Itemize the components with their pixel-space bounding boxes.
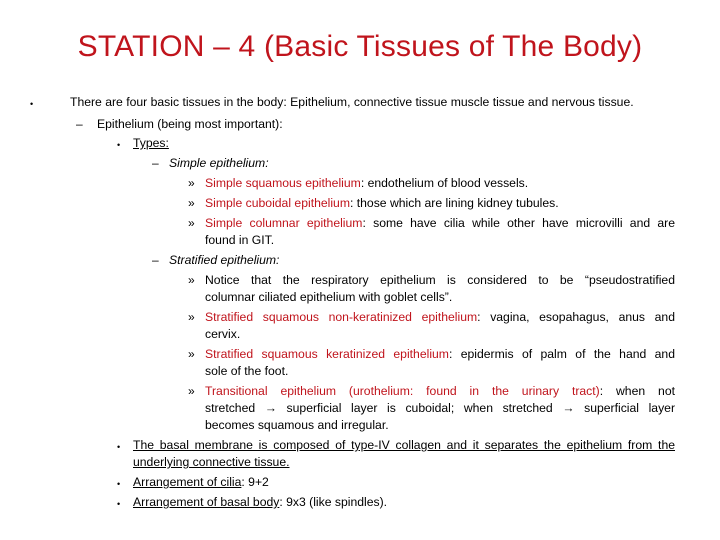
chevron-marker: » (188, 196, 195, 210)
nonkeratinized-item: Stratified squamous non-keratinized epithelium: vagina, esopahagus, anus and (205, 310, 675, 324)
basal-membrane-line1: The basal membrane is composed of type-IV collagen and it separates the epithelium from the (133, 438, 675, 452)
bullet-marker: • (117, 479, 121, 489)
page-title: STATION – 4 (Basic Tissues of The Body) (77, 30, 643, 63)
bullet-marker: • (117, 499, 121, 509)
dash-marker: – (76, 117, 83, 131)
transitional-item-cont: stretched → superficial layer is cuboidal; when stretched → superficial layer (205, 401, 675, 415)
chevron-marker: » (188, 176, 195, 190)
basal-body-item: Arrangement of basal body: 9x3 (like spindles). (133, 495, 388, 509)
simple-epithelium-heading: Simple epithelium: (169, 156, 269, 170)
respiratory-note-line2: columnar ciliated epithelium with goblet cells”. (205, 290, 453, 304)
bullet-marker: • (30, 99, 34, 109)
basal-membrane-line2: underlying connective tissue. (133, 455, 290, 469)
respiratory-note-line1: Notice that the respiratory epithelium is considered to be “pseudostratified (205, 273, 675, 287)
transitional-item: Transitional epithelium (urothelium: found in the urinary tract): when not (205, 384, 675, 398)
chevron-marker: » (188, 216, 195, 230)
chevron-marker: » (188, 273, 195, 287)
types-heading: Types: (133, 136, 169, 150)
transitional-item-cont2: becomes squamous and irregular. (205, 418, 389, 432)
epithelium-heading: Epithelium (being most important): (97, 117, 283, 131)
cilia-item: Arrangement of cilia: 9+2 (133, 475, 269, 489)
simple-squamous-item: Simple squamous epithelium: endothelium of blood vessels. (205, 176, 529, 190)
bullet-marker: • (117, 140, 121, 150)
intro-text: There are four basic tissues in the body: Epithelium, connective tissue muscle tissue and nervous tissue. (70, 95, 634, 109)
dash-marker: – (152, 253, 159, 267)
chevron-marker: » (188, 384, 195, 398)
chevron-marker: » (188, 310, 195, 324)
chevron-marker: » (188, 347, 195, 361)
simple-columnar-item-cont: found in GIT. (205, 233, 275, 247)
nonkeratinized-item-cont: cervix. (205, 327, 241, 341)
keratinized-item-cont: sole of the foot. (205, 364, 289, 378)
arrow-right-icon: → (562, 401, 575, 415)
bullet-marker: • (117, 442, 121, 452)
keratinized-item: Stratified squamous keratinized epithelium: epidermis of palm of the hand and (205, 347, 675, 361)
simple-cuboidal-item: Simple cuboidal epithelium: those which are lining kidney tubules. (205, 196, 559, 210)
arrow-right-icon: → (264, 401, 277, 415)
stratified-epithelium-heading: Stratified epithelium: (169, 253, 280, 267)
dash-marker: – (152, 156, 159, 170)
simple-columnar-item: Simple columnar epithelium: some have cilia while other have microvilli and are (205, 216, 676, 230)
